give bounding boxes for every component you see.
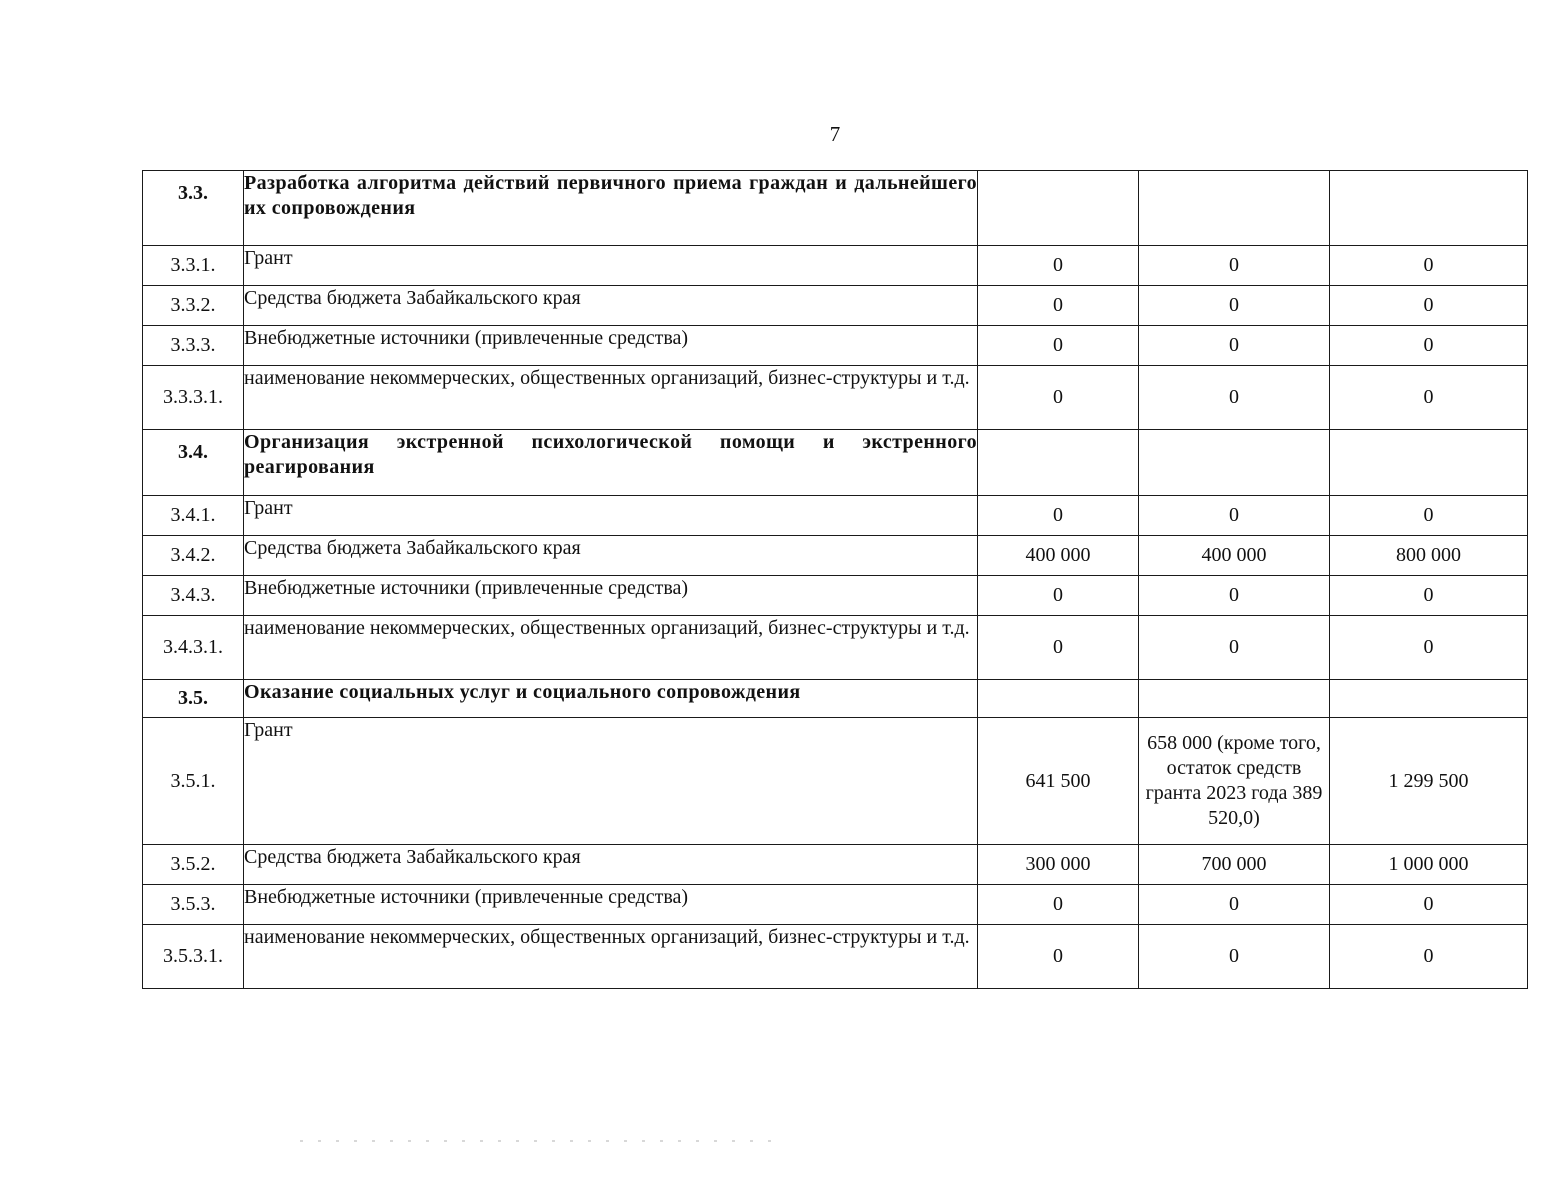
row-title: Грант <box>244 496 978 536</box>
value-col-1: 641 500 <box>978 718 1139 845</box>
value-col-3: 0 <box>1330 616 1528 680</box>
page-number: 7 <box>829 122 841 146</box>
row-number: 3.3.2. <box>143 286 244 326</box>
row-title: Оказание социальных услуг и социального сопровождения <box>244 680 978 718</box>
table-row <box>143 171 1528 246</box>
row-number: 3.5.1. <box>143 718 244 845</box>
table-row <box>143 885 1528 925</box>
row-number: 3.3. <box>143 171 244 246</box>
row-number: 3.4.3.1. <box>143 616 244 680</box>
row-number: 3.5. <box>143 680 244 718</box>
value-col-1 <box>978 430 1139 496</box>
row-title: Грант <box>244 246 978 286</box>
value-col-3: 1 299 500 <box>1330 718 1528 845</box>
value-col-3: 0 <box>1330 925 1528 989</box>
value-col-2: 0 <box>1139 496 1330 536</box>
value-col-3: 1 000 000 <box>1330 845 1528 885</box>
table-row <box>143 616 1528 680</box>
row-number: 3.4.1. <box>143 496 244 536</box>
row-title: Средства бюджета Забайкальского края <box>244 286 978 326</box>
table-row <box>143 680 1528 718</box>
row-title: Внебюджетные источники (привлеченные средства) <box>244 326 978 366</box>
value-col-2 <box>1139 680 1330 718</box>
value-col-2: 0 <box>1139 616 1330 680</box>
value-col-3: 0 <box>1330 496 1528 536</box>
value-col-2: 0 <box>1139 246 1330 286</box>
table-row <box>143 366 1528 430</box>
row-title: Внебюджетные источники (привлеченные средства) <box>244 576 978 616</box>
table-row <box>143 576 1528 616</box>
table-row <box>143 326 1528 366</box>
value-col-3: 0 <box>1330 885 1528 925</box>
row-title: Разработка алгоритма действий первичного приема граждан и дальнейшего их сопровождения <box>244 171 978 246</box>
row-title: Внебюджетные источники (привлеченные средства) <box>244 885 978 925</box>
value-col-2: 0 <box>1139 286 1330 326</box>
value-col-2: 658 000 (кроме того, остаток средств гранта 2023 года 389 520,0) <box>1139 718 1330 845</box>
value-col-2: 700 000 <box>1139 845 1330 885</box>
value-col-3: 0 <box>1330 286 1528 326</box>
budget-table <box>142 170 1528 989</box>
row-number: 3.5.3.1. <box>143 925 244 989</box>
value-col-1 <box>978 171 1139 246</box>
value-col-1: 0 <box>978 246 1139 286</box>
row-number: 3.3.1. <box>143 246 244 286</box>
table-row <box>143 286 1528 326</box>
value-col-3 <box>1330 680 1528 718</box>
row-number: 3.5.2. <box>143 845 244 885</box>
table-row <box>143 246 1528 286</box>
value-col-3: 800 000 <box>1330 536 1528 576</box>
row-title: Грант <box>244 718 978 845</box>
value-col-3: 0 <box>1330 246 1528 286</box>
value-col-3: 0 <box>1330 326 1528 366</box>
value-col-2 <box>1139 171 1330 246</box>
value-col-1: 0 <box>978 616 1139 680</box>
value-col-3 <box>1330 430 1528 496</box>
value-col-3 <box>1330 171 1528 246</box>
value-col-1: 0 <box>978 885 1139 925</box>
row-number: 3.3.3. <box>143 326 244 366</box>
table-row <box>143 496 1528 536</box>
value-col-1: 400 000 <box>978 536 1139 576</box>
value-col-1: 0 <box>978 576 1139 616</box>
value-col-1: 0 <box>978 286 1139 326</box>
table-row <box>143 430 1528 496</box>
scan-noise-line <box>300 1140 780 1142</box>
row-number: 3.4.2. <box>143 536 244 576</box>
value-col-3: 0 <box>1330 366 1528 430</box>
table-row <box>143 845 1528 885</box>
table-row <box>143 536 1528 576</box>
value-col-2: 0 <box>1139 326 1330 366</box>
table-row <box>143 718 1528 845</box>
value-col-3: 0 <box>1330 576 1528 616</box>
row-number: 3.4. <box>143 430 244 496</box>
value-col-1: 0 <box>978 366 1139 430</box>
value-col-2: 0 <box>1139 885 1330 925</box>
row-title: Средства бюджета Забайкальского края <box>244 845 978 885</box>
value-col-1: 0 <box>978 925 1139 989</box>
row-number: 3.3.3.1. <box>143 366 244 430</box>
value-col-1: 0 <box>978 496 1139 536</box>
row-number: 3.5.3. <box>143 885 244 925</box>
row-title: наименование некоммерческих, общественных организаций, бизнес-структуры и т.д. <box>244 366 978 430</box>
row-title: наименование некоммерческих, общественных организаций, бизнес-структуры и т.д. <box>244 925 978 989</box>
row-title: наименование некоммерческих, общественных организаций, бизнес-структуры и т.д. <box>244 616 978 680</box>
row-number: 3.4.3. <box>143 576 244 616</box>
value-col-1: 0 <box>978 326 1139 366</box>
value-col-2 <box>1139 430 1330 496</box>
value-col-2: 400 000 <box>1139 536 1330 576</box>
value-col-2: 0 <box>1139 576 1330 616</box>
table-row <box>143 925 1528 989</box>
row-title: Средства бюджета Забайкальского края <box>244 536 978 576</box>
value-col-1 <box>978 680 1139 718</box>
value-col-2: 0 <box>1139 925 1330 989</box>
value-col-1: 300 000 <box>978 845 1139 885</box>
row-title: Организация экстренной психологической помощи и экстренного реагирования <box>244 430 978 496</box>
value-col-2: 0 <box>1139 366 1330 430</box>
